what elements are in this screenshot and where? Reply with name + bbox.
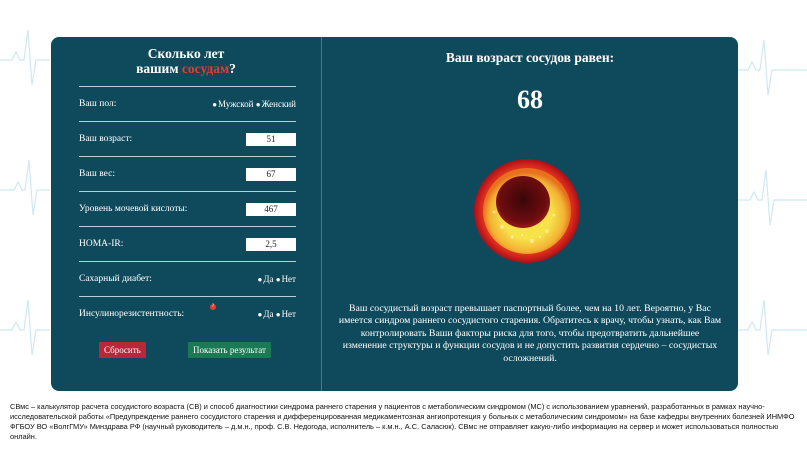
form-title: Сколько лет вашим сосудам? [136, 46, 236, 76]
age-label: Ваш возраст: [79, 134, 133, 144]
insulin-no-radio[interactable]: ●Нет [275, 309, 296, 319]
homa-label: HOMA-IR: [79, 239, 124, 249]
uric-acid-label: Уровень мочевой кислоты: [79, 204, 188, 214]
insulin-yes-radio[interactable]: ●Да [257, 309, 274, 319]
diabetes-yes-radio[interactable]: ●Да [257, 274, 274, 284]
result-panel [322, 37, 738, 391]
insulin-resistance-label: Инсулинорезистентность: [79, 309, 185, 319]
result-description: Ваш сосудистый возраст превышает паспортный более, чем на 10 лет. Вероятно, у Вас имеется синдром раннего сосудистого старения. Обратитесь к врачу, чтобы узнать, как Вам контролировать Ваши факторы риска для того, чтобы предотвратить дальнейшее изменение структуры и функции сосудов и не допустить развития сердечно – сосудистых осложнений. [338, 303, 722, 364]
reset-button[interactable]: Сбросить [99, 342, 146, 358]
homa-row [79, 226, 296, 261]
weight-label: Ваш вес: [79, 169, 115, 179]
calculator-panel [51, 37, 738, 391]
vascular-age-value: 68 [517, 85, 543, 114]
diabetes-no-radio[interactable]: ●Нет [275, 274, 296, 284]
weight-row [79, 156, 296, 191]
footer-caption: СВмс – калькулятор расчета сосудистого возраста (СВ) и способ диагностики синдрома раннего старения у пациентов с метаболическим синдромом (МС) с использованием уравнений, разработанных в рамках научно-исследовательской работы «Предупреждение раннего сосудистого старения и дифференцированная медикаментозная ангиопротекция у больных с метаболическим синдромом» на базе кафедры внутренних болезней ИНМФО ФГБОУ ВО «ВолгГМУ» Минздрава РФ (научный руководитель – д.м.н., проф. С.В. Недогода, исполнитель – к.м.н., А.С. Саласюк). СВмс не отправляет какую-либо информацию на сервер и может использоваться полностью онлайн. [10, 402, 795, 441]
age-input[interactable]: 51 [246, 133, 296, 146]
show-result-button[interactable]: Показать результат [188, 342, 271, 358]
weight-input[interactable]: 67 [246, 168, 296, 181]
uric-acid-input[interactable]: 467 [246, 203, 296, 216]
insulin-resistance-row [79, 296, 296, 331]
diabetes-label: Сахарный диабет: [79, 274, 152, 284]
sex-row [79, 86, 296, 121]
vessel-cross-section-icon [472, 157, 582, 265]
help-icon[interactable]: ? [211, 304, 215, 309]
result-title: Ваш возраст сосудов равен: [445, 50, 615, 65]
sex-male-radio[interactable]: ●Мужской [212, 99, 254, 109]
diabetes-row [79, 261, 296, 296]
sex-female-radio[interactable]: ●Женский [255, 99, 296, 109]
uric-acid-row [79, 191, 296, 226]
age-row [79, 121, 296, 156]
homa-input[interactable]: 2,5 [246, 238, 296, 251]
input-form [51, 37, 322, 391]
sex-label: Ваш пол: [79, 99, 117, 109]
